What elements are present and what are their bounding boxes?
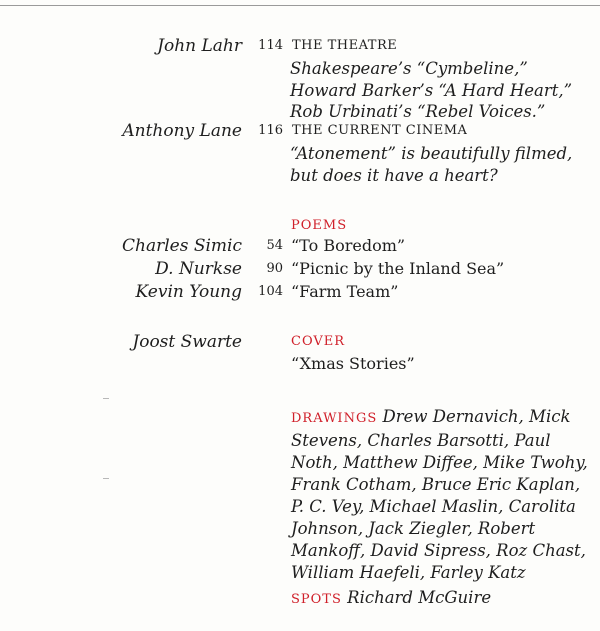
drawings-artists: Drew Dernavich, Mick Stevens, Charles Barsotti, Paul Noth, Matthew Diffee, Mike Twohy, Frank Cotham, Bruce Eric Kaplan, P. C. Vey, Michael Maslin, Carolita Johnson, Jack Ziegler, Robert Mankoff, David Sipress, Roz Chast, William Haefeli, Farley Katz [291,407,588,582]
poem-author: D. Nurkse [155,259,242,279]
poems-heading: POEMS [291,218,348,233]
poem-title: “Farm Team” [291,282,399,301]
poem-page-number: 54 [266,238,283,253]
cinema-section-label: THE CURRENT CINEMA [292,123,468,138]
scan-mark [103,398,109,399]
cinema-description: “Atonement” is beautifully filmed, but does it have a heart? [290,144,573,185]
top-rule [0,5,600,6]
poem-author: Charles Simic [121,236,242,256]
drawings-credits [291,406,591,584]
poem-title: “To Boredom” [291,236,406,255]
spots-credits [291,587,591,611]
cover-title: “Xmas Stories” [291,354,415,373]
cinema-page-number: 116 [258,123,283,138]
cover-artist: Joost Swarte [132,332,242,352]
cinema-author: Anthony Lane [122,121,242,141]
spots-artist: Richard McGuire [347,588,492,607]
theatre-author: John Lahr [157,36,242,56]
theatre-page-number: 114 [258,38,283,53]
theatre-section-label: THE THEATRE [292,38,398,53]
poem-author: Kevin Young [135,282,242,302]
theatre-description: Shakespeare’s “Cymbeline,” Howard Barker’s “A Hard Heart,” Rob Urbinati’s “Rebel Voices.” [290,59,573,121]
drawings-heading: DRAWINGS [291,411,378,426]
scan-mark [103,478,109,479]
poem-title: “Picnic by the Inland Sea” [291,259,505,278]
spots-heading: SPOTS [291,592,342,607]
poem-page-number: 104 [258,284,283,299]
cover-heading: COVER [291,334,346,349]
poem-page-number: 90 [266,261,283,276]
